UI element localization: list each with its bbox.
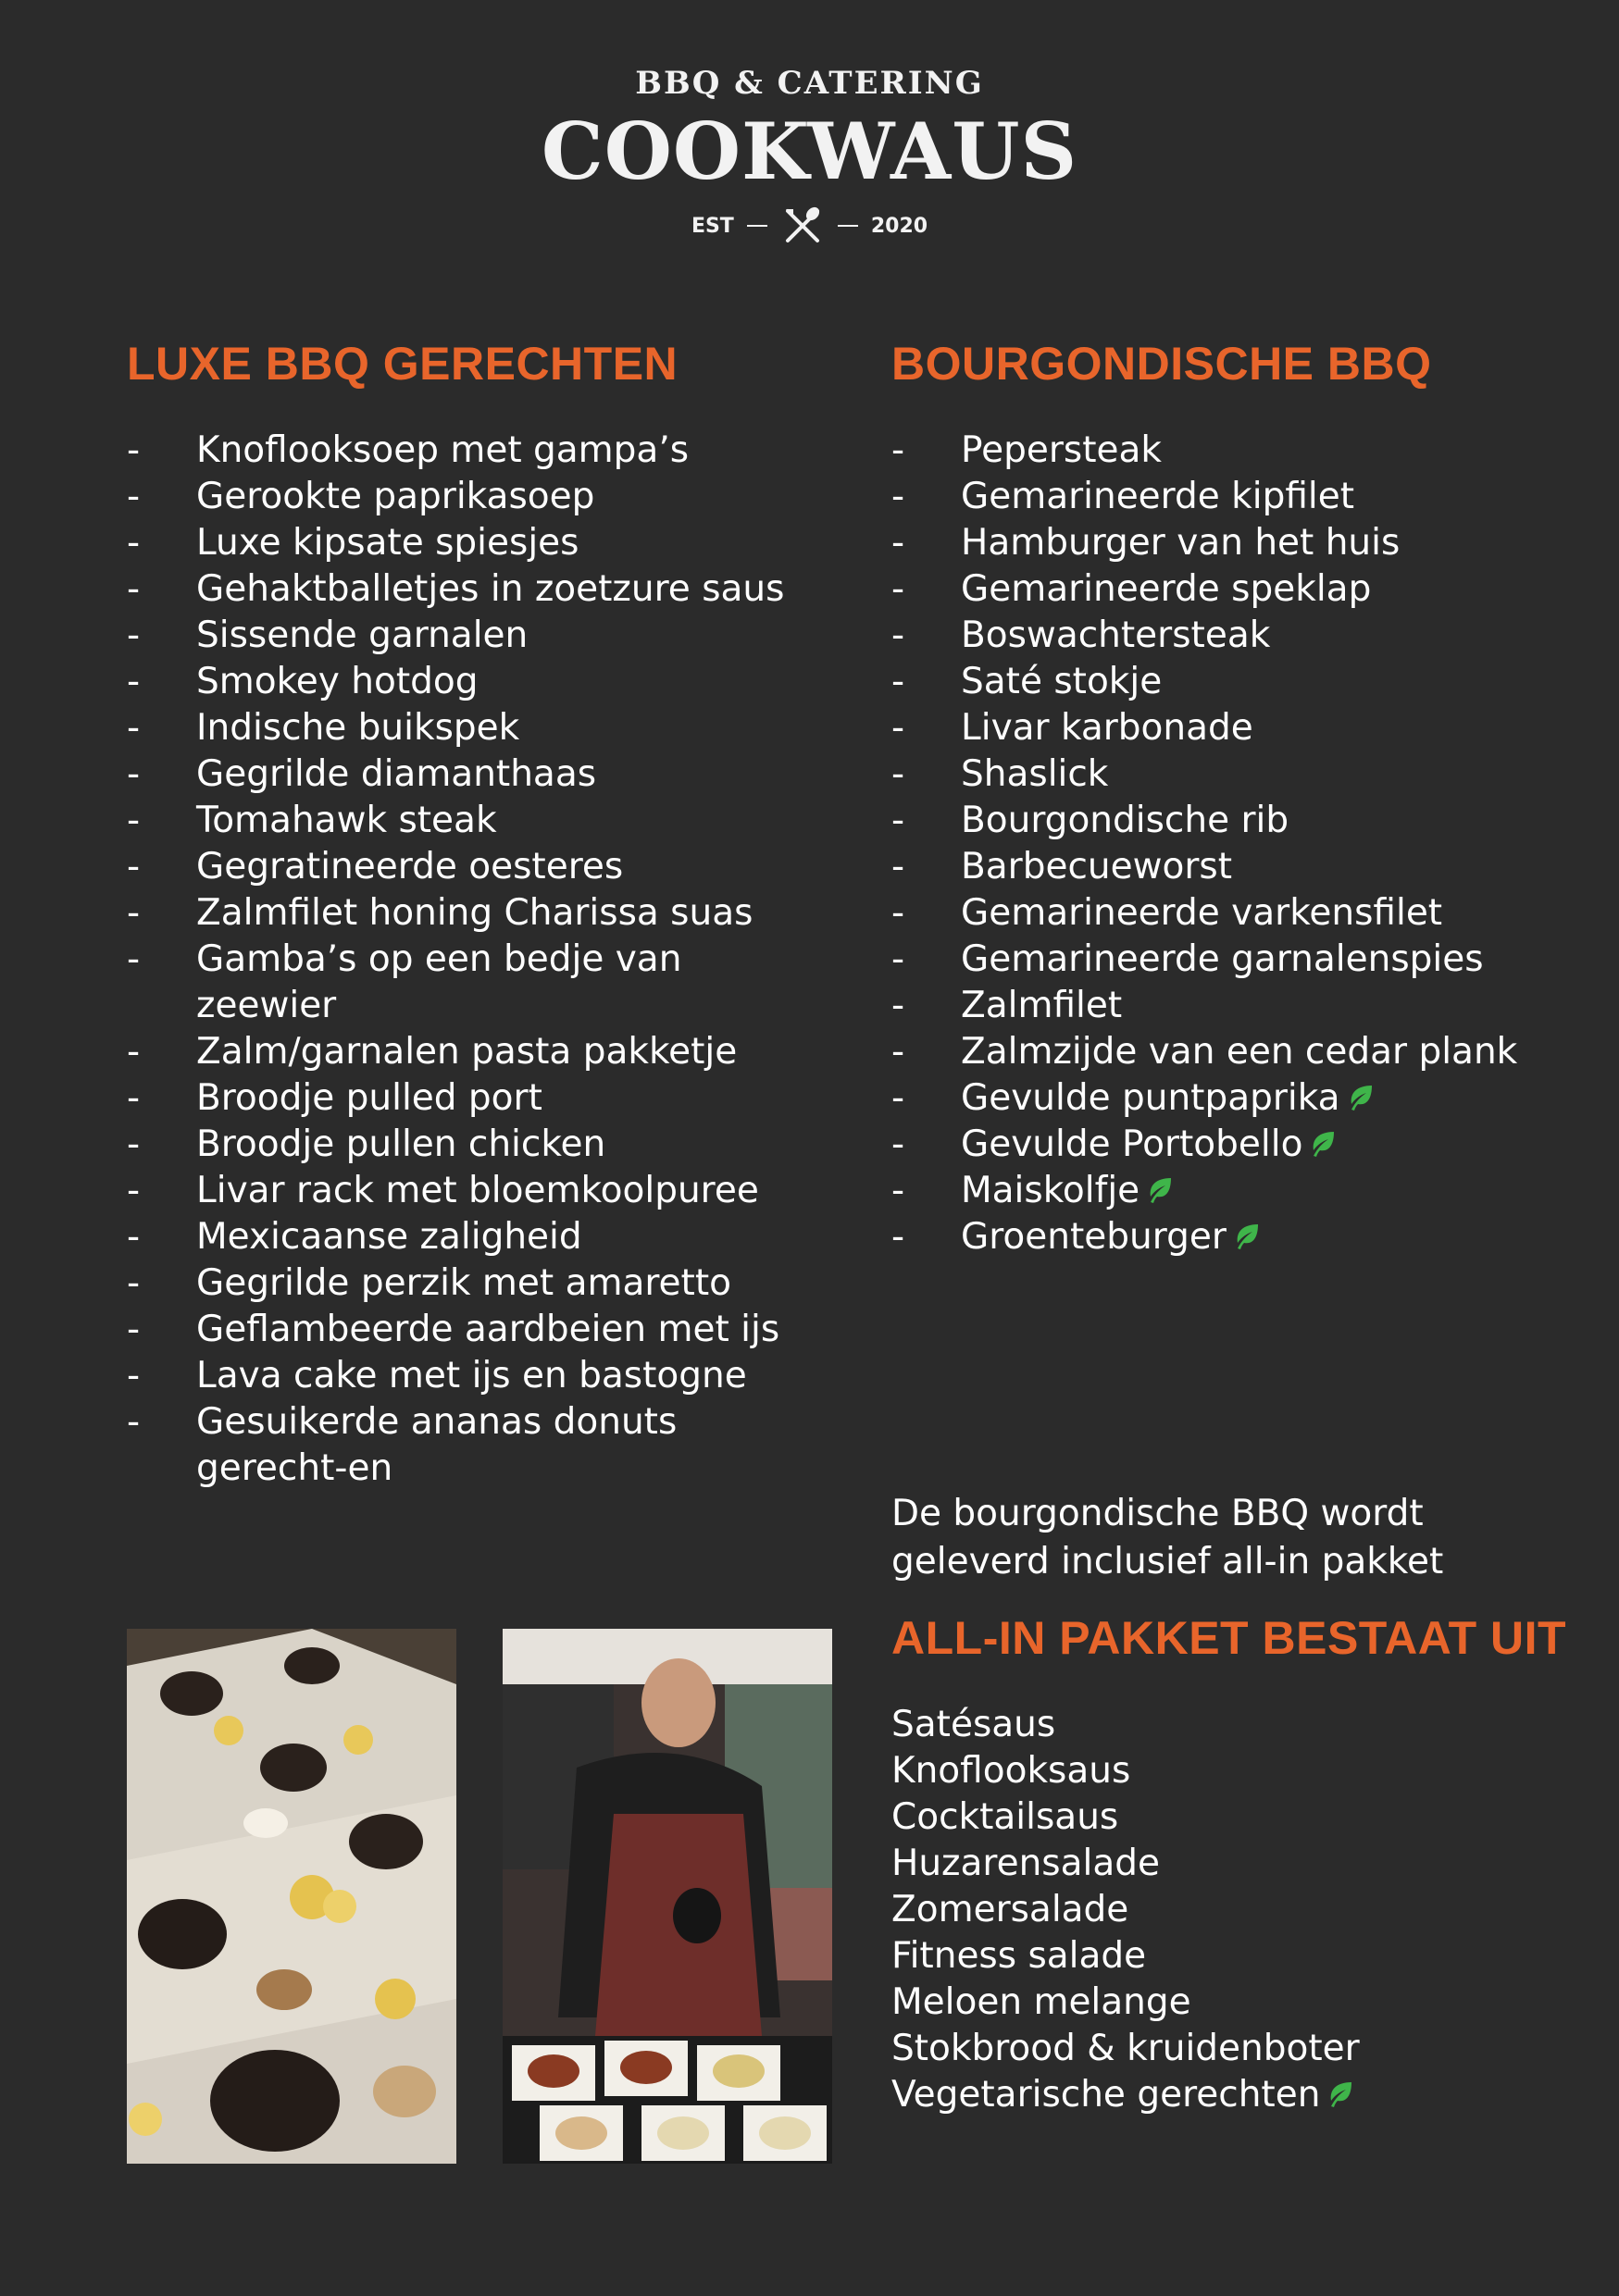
bourgondische-bbq-list [891, 428, 1558, 1260]
bullet-dash: - [891, 476, 905, 517]
logo-est-label: EST [691, 214, 734, 238]
bullet-dash: - [127, 614, 141, 656]
menu-item [891, 1168, 1558, 1214]
bullet-dash: - [127, 1123, 141, 1165]
all-in-item-label: Stokbrood & kruidenboter [891, 2028, 1360, 2069]
menu-item-label: Gegrilde diamanthaas [196, 753, 597, 795]
menu-item-label: Livar karbonade [961, 707, 1253, 749]
menu-item-label: Livar rack met bloemkoolpuree [196, 1170, 759, 1211]
bullet-dash: - [127, 707, 141, 749]
menu-item-label: Luxe kipsate spiesjes [196, 522, 579, 564]
menu-item-label: Gehaktballetjes in zoetzure saus [196, 568, 785, 610]
logo [0, 65, 1619, 248]
all-in-item [891, 1887, 1558, 1933]
all-in-item-label: Meloen melange [891, 1981, 1191, 2023]
all-in-item-label: Zomersalade [891, 1889, 1129, 1930]
bullet-dash: - [891, 1170, 905, 1211]
menu-item [127, 1214, 830, 1260]
menu-item [891, 937, 1558, 983]
leaf-icon [1230, 1222, 1260, 1252]
menu-item [891, 566, 1558, 613]
all-in-item-label: Satésaus [891, 1704, 1056, 1745]
menu-item-label: Shaslick [961, 753, 1109, 795]
dessert-photo [127, 1629, 456, 2164]
menu-item-label: Gevulde Portobello [961, 1123, 1303, 1165]
all-in-note [891, 1490, 1539, 1586]
menu-item [127, 1307, 830, 1353]
menu-item [891, 474, 1558, 520]
all-in-item [891, 1748, 1558, 1794]
bullet-dash: - [891, 614, 905, 656]
menu-item-label: Broodje pullen chicken [196, 1123, 606, 1165]
menu-item [127, 566, 830, 613]
menu-item-label: Groenteburger [961, 1216, 1227, 1258]
menu-item [127, 520, 830, 566]
logo-est-year: 2020 [870, 214, 928, 238]
all-in-list [891, 1702, 1558, 2118]
bullet-dash: - [891, 1216, 905, 1258]
menu-item-label: Gevulde puntpaprika [961, 1077, 1340, 1119]
menu-item-label: Pepersteak [961, 429, 1162, 471]
menu-item-label: Geflambeerde aardbeien met ijs [196, 1309, 780, 1350]
utensils-cross-icon [780, 204, 825, 248]
bullet-dash: - [127, 1216, 141, 1258]
menu-item-label: Zalmfilet honing Charissa suas [196, 892, 753, 934]
menu-item [127, 1122, 830, 1168]
menu-item-label: Boswachtersteak [961, 614, 1271, 656]
menu-item [891, 798, 1558, 844]
menu-item [891, 428, 1558, 474]
menu-item-label: Gerookte paprikasoep [196, 476, 595, 517]
menu-item-label: Bourgondische rib [961, 800, 1289, 841]
all-in-item-label: Fitness salade [891, 1935, 1147, 1977]
menu-item-label: Hamburger van het huis [961, 522, 1401, 564]
menu-item [127, 1075, 830, 1122]
menu-item [127, 751, 830, 798]
all-in-item [891, 2072, 1558, 2118]
menu-item [891, 705, 1558, 751]
menu-item-label: Zalmfilet [961, 985, 1123, 1026]
all-in-item-label: Cocktailsaus [891, 1796, 1119, 1838]
all-in-item [891, 1980, 1558, 2026]
bullet-dash: - [127, 938, 141, 980]
bullet-dash: - [891, 522, 905, 564]
menu-item [127, 1168, 830, 1214]
menu-item [891, 1122, 1558, 1168]
logo-name: COOKWAUS [541, 105, 1078, 197]
bullet-dash: - [127, 1170, 141, 1211]
bullet-dash: - [891, 1031, 905, 1073]
logo-est [0, 204, 1619, 248]
bullet-dash: - [891, 846, 905, 887]
menu-item-label: Smokey hotdog [196, 661, 479, 702]
bullet-dash: - [127, 1355, 141, 1396]
menu-item [891, 844, 1558, 890]
bullet-dash: - [127, 429, 141, 471]
bullet-dash: - [891, 800, 905, 841]
leaf-icon [1324, 2080, 1353, 2110]
bullet-dash: - [127, 661, 141, 702]
leaf-icon [1143, 1176, 1173, 1206]
menu-item [891, 983, 1558, 1029]
bullet-dash: - [127, 1031, 141, 1073]
menu-item [127, 613, 830, 659]
bullet-dash: - [891, 1123, 905, 1165]
menu-item-label: Indische buikspek [196, 707, 520, 749]
menu-item-label: Gesuikerde ananas donuts gerecht-en [196, 1401, 678, 1489]
all-in-item [891, 2026, 1558, 2072]
bullet-dash: - [891, 753, 905, 795]
bullet-dash: - [127, 522, 141, 564]
bullet-dash: - [891, 985, 905, 1026]
bullet-dash: - [891, 707, 905, 749]
menu-item-label: Gemarineerde speklap [961, 568, 1372, 610]
bullet-dash: - [891, 1077, 905, 1119]
menu-item [127, 937, 830, 1029]
menu-item-label: Gemarineerde garnalenspies [961, 938, 1484, 980]
bullet-dash: - [891, 892, 905, 934]
menu-item [891, 1214, 1558, 1260]
bullet-dash: - [127, 1262, 141, 1304]
menu-item-label: Broodje pulled port [196, 1077, 542, 1119]
menu-item-label: Tomahawk steak [196, 800, 497, 841]
all-in-item [891, 1702, 1558, 1748]
menu-item-label: Gamba’s op een bedje van zeewier [196, 938, 682, 1026]
menu-item-label: Knoflooksoep met gampa’s [196, 429, 690, 471]
menu-item-label: Zalmzijde van een cedar plank [961, 1031, 1518, 1073]
menu-item [891, 1029, 1558, 1075]
logo-tagline: BBQ & CATERING [635, 65, 984, 102]
menu-item-label: Gegrilde perzik met amaretto [196, 1262, 731, 1304]
all-in-item-label: Knoflooksaus [891, 1750, 1131, 1792]
bullet-dash: - [891, 938, 905, 980]
bullet-dash: - [127, 1077, 141, 1119]
menu-item [891, 890, 1558, 937]
menu-item [891, 751, 1558, 798]
all-in-heading: ALL-IN PAKKET BESTAAT UIT [891, 1612, 1567, 1664]
menu-item-label: Gemarineerde varkensfilet [961, 892, 1443, 934]
all-in-item [891, 1794, 1558, 1841]
menu-item-label: Saté stokje [961, 661, 1163, 702]
menu-item-label: Sissende garnalen [196, 614, 529, 656]
leaf-icon [1344, 1084, 1374, 1113]
menu-item [891, 1075, 1558, 1122]
menu-item-label: Mexicaanse zaligheid [196, 1216, 582, 1258]
all-in-item [891, 1933, 1558, 1980]
bullet-dash: - [891, 429, 905, 471]
menu-item [127, 428, 830, 474]
menu-item-label: Gegratineerde oesteres [196, 846, 624, 887]
bullet-dash: - [127, 800, 141, 841]
bullet-dash: - [891, 568, 905, 610]
menu-item [127, 1399, 830, 1492]
bullet-dash: - [891, 661, 905, 702]
bullet-dash: - [127, 1401, 141, 1443]
bullet-dash: - [127, 846, 141, 887]
menu-item [891, 659, 1558, 705]
menu-item [127, 474, 830, 520]
bullet-dash: - [127, 476, 141, 517]
menu-item [891, 520, 1558, 566]
luxe-bbq-heading: LUXE BBQ GERECHTEN [127, 338, 679, 390]
menu-item [127, 798, 830, 844]
menu-item [127, 659, 830, 705]
menu-item [127, 1260, 830, 1307]
note-line-1: De bourgondische BBQ wordt [891, 1493, 1424, 1534]
logo-dash-right [838, 225, 858, 227]
menu-item-label: Gemarineerde kipfilet [961, 476, 1355, 517]
menu-item-label: Lava cake met ijs en bastogne [196, 1355, 747, 1396]
menu-item [127, 1029, 830, 1075]
menu-item-label: Zalm/garnalen pasta pakketje [196, 1031, 738, 1073]
menu-item [127, 705, 830, 751]
menu-item [891, 613, 1558, 659]
bullet-dash: - [127, 753, 141, 795]
menu-item-label: Barbecueworst [961, 846, 1232, 887]
all-in-item-label: Huzarensalade [891, 1843, 1161, 1884]
bourgondische-bbq-heading: BOURGONDISCHE BBQ [891, 338, 1432, 390]
menu-item-label: Maiskolfje [961, 1170, 1140, 1211]
logo-dash-left [747, 225, 767, 227]
menu-item [127, 844, 830, 890]
menu-item [127, 890, 830, 937]
bullet-dash: - [127, 1309, 141, 1350]
bullet-dash: - [127, 892, 141, 934]
note-line-2: geleverd inclusief all-in pakket [891, 1541, 1444, 1582]
chef-photo [503, 1629, 832, 2164]
all-in-item [891, 1841, 1558, 1887]
leaf-icon [1306, 1130, 1336, 1160]
bullet-dash: - [127, 568, 141, 610]
menu-item [127, 1353, 830, 1399]
all-in-item-label: Vegetarische gerechten [891, 2074, 1321, 2116]
luxe-bbq-list [127, 428, 830, 1492]
